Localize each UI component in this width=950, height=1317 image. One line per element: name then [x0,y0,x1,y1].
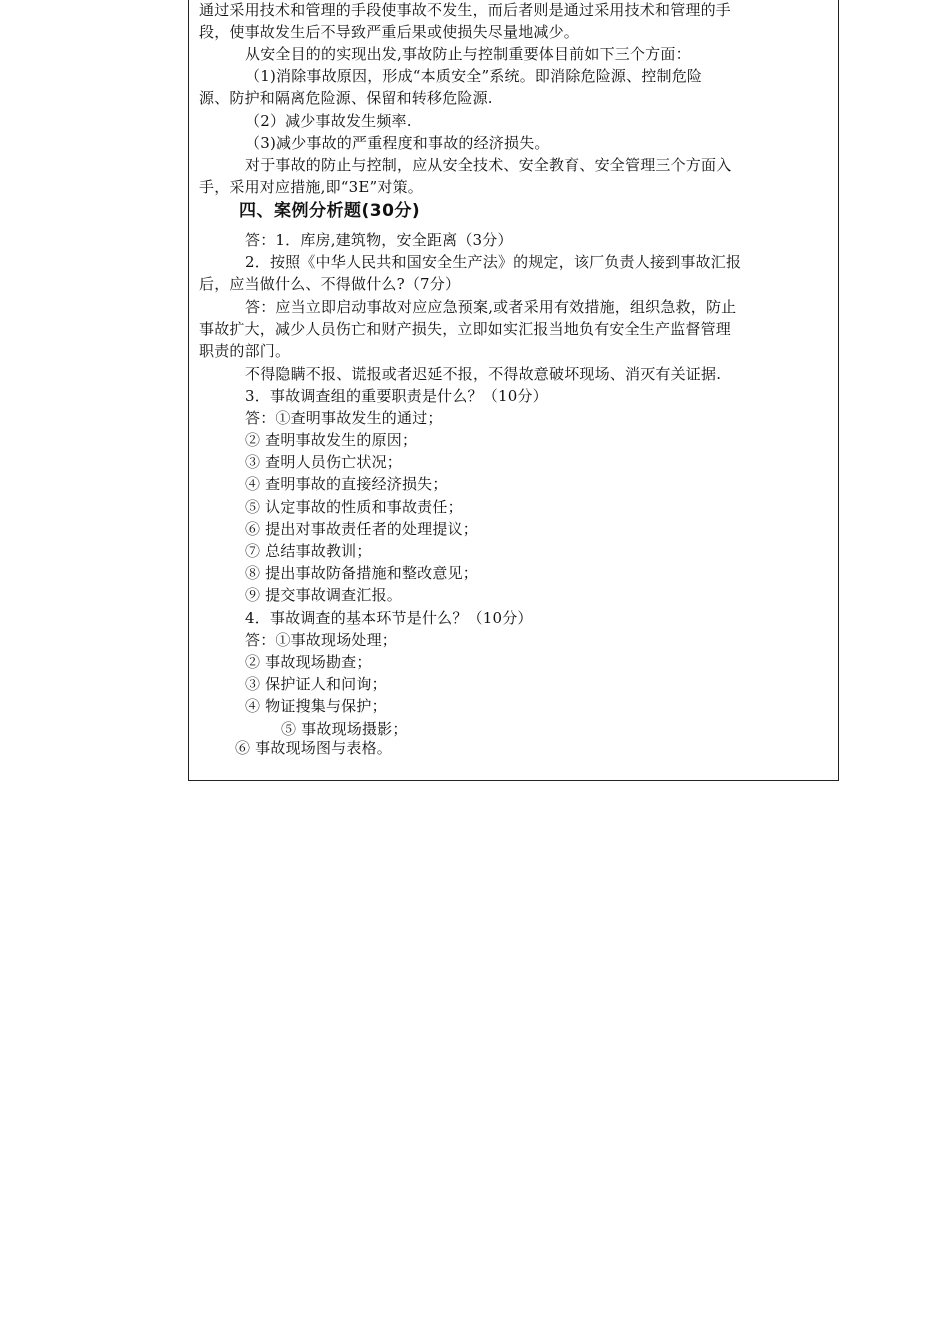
list-item: 答：①事故现场处理； [245,631,398,649]
question-line: 4．事故调查的基本环节是什么？（10分） [245,609,533,627]
paragraph-line: 答：1．库房,建筑物，安全距离（3分） [245,231,513,249]
paragraph-line: 对于事故的防止与控制，应从安全技术、安全教育、安全管理三个方面入 [245,156,732,174]
paragraph-line: 源、防护和隔离危险源、保留和转移危险源. [199,89,493,107]
question-line: 后，应当做什么、不得做什么?（7分） [199,275,461,293]
list-item: ⑨ 提交事故调查汇报。 [245,586,402,604]
paragraph-line: 职责的部门。 [199,342,291,360]
list-item: ⑥ 提出对事故责任者的处理提议； [245,520,478,538]
question-line: 3．事故调查组的重要职责是什么？（10分） [245,387,548,405]
list-item: ② 事故现场勘查； [245,653,372,671]
paragraph-line: 答：应当立即启动事故对应应急预案,或者采用有效措施，组织急救，防止 [245,298,737,316]
list-item: ⑦ 总结事故教训； [245,542,372,560]
list-item: ② 查明事故发生的原因； [245,431,418,449]
question-line: 2．按照《中华人民共和国安全生产法》的规定，该厂负责人接到事故汇报 [245,253,742,271]
list-item: ③ 保护证人和问询； [245,675,387,693]
paragraph-line: （2）减少事故发生频率. [245,112,412,130]
paragraph-line: 从安全目的的实现出发,事故防止与控制重要体目前如下三个方面： [245,45,691,63]
section-heading: 四、案例分析题(30分) [239,201,421,221]
paragraph-line: 手，采用对应措施,即“3E”对策。 [199,178,423,196]
paragraph-line: （1)消除事故原因，形成“本质安全”系统。即消除危险源、控制危险 [245,67,703,85]
list-item: ⑧ 提出事故防备措施和整改意见； [245,564,478,582]
answer-box [188,0,839,781]
list-item: ④ 查明事故的直接经济损失； [245,475,448,493]
list-item: ⑤ 认定事故的性质和事故责任； [245,498,463,516]
paragraph-line: 不得隐瞒不报、谎报或者迟延不报，不得故意破坏现场、消灭有关证据. [245,365,722,383]
paragraph-line: （3)减少事故的严重程度和事故的经济损失。 [245,134,550,152]
list-item: ④ 物证搜集与保护； [245,697,387,715]
list-item: 答：①查明事故发生的通过； [245,409,443,427]
paragraph-line: 段，使事故发生后不导致严重后果或使损失尽量地减少。 [199,23,580,41]
paragraph-line: 事故扩大，减少人员伤亡和财产损失，立即如实汇报当地负有安全生产监督管理 [199,320,732,338]
paragraph-line: 通过采用技术和管理的手段使事故不发生，而后者则是通过采用技术和管理的手 [199,1,732,19]
list-item: ⑥ 事故现场图与表格。 [235,739,392,757]
list-item: ③ 查明人员伤亡状况； [245,453,402,471]
list-item: ⑤ 事故现场摄影； [281,720,408,738]
